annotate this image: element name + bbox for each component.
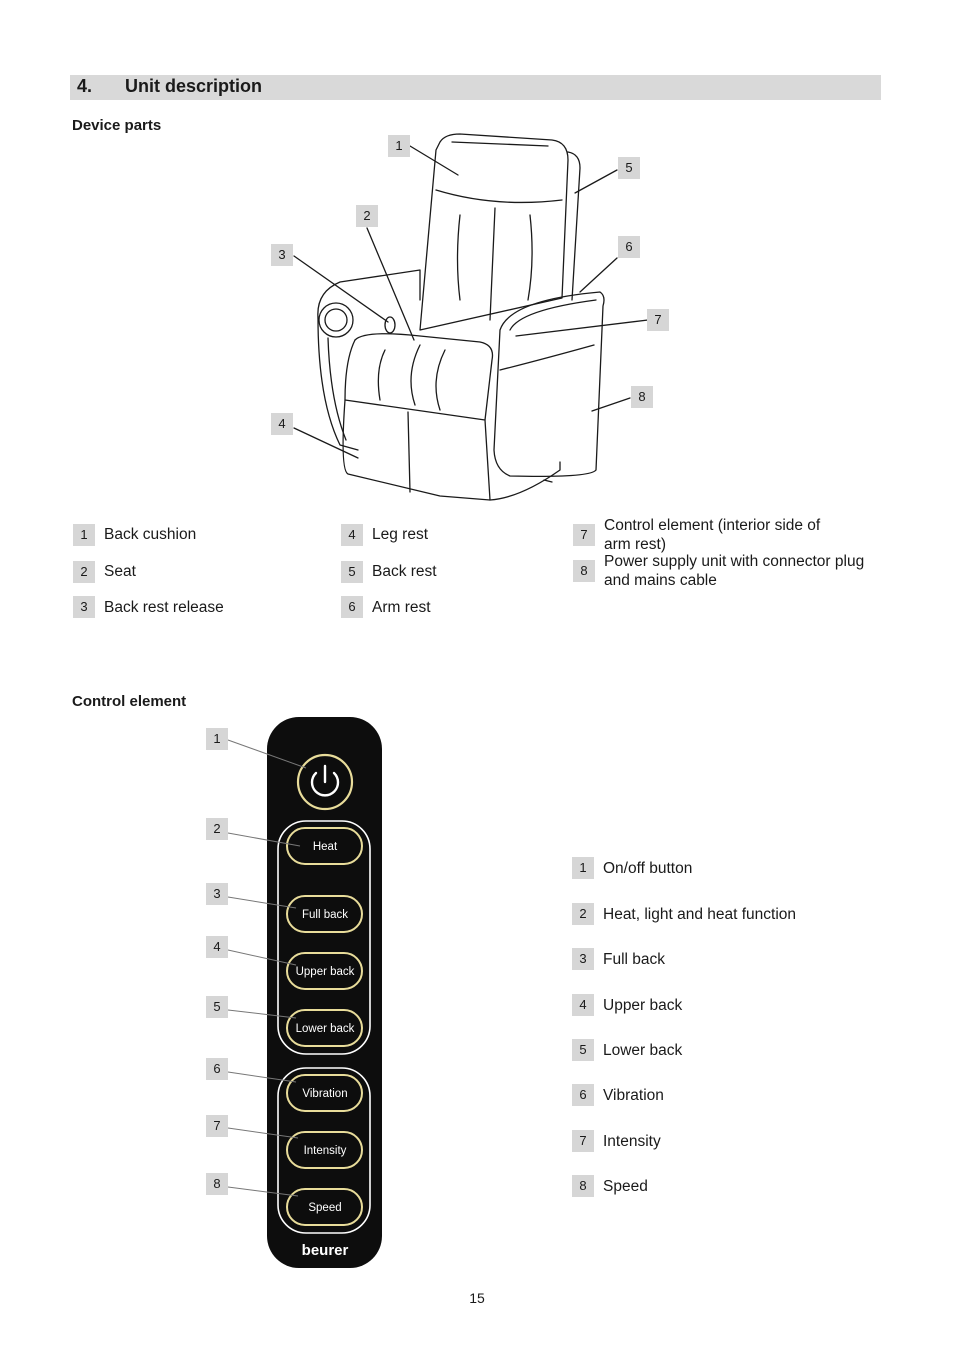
legend-label: Heat, light and heat function (603, 906, 797, 923)
legend-label: Seat (104, 563, 136, 580)
legend-number: 6 (341, 596, 363, 618)
remote-callout-4: 4 (206, 936, 228, 958)
remote-callout-5: 5 (206, 996, 228, 1018)
lower-back-button-label: Lower back (295, 1023, 355, 1035)
legend-number: 2 (572, 903, 594, 925)
legend-label: Lower back (603, 1042, 683, 1059)
legend-label: Leg rest (372, 526, 429, 543)
legend-label: Full back (603, 951, 666, 968)
control-element-heading: Control element (72, 693, 187, 710)
chair-callout-8: 8 (631, 386, 653, 408)
legend-label: Power supply unit with connector plug and mains cable (604, 553, 865, 589)
chair-callout-5: 5 (618, 157, 640, 179)
remote-callout-6: 6 (206, 1058, 228, 1080)
full-back-button-label: Full back (301, 909, 349, 921)
chair-callout-3: 3 (271, 244, 293, 266)
legend-label: Back rest release (104, 599, 224, 616)
brand-logo: beurer (301, 1242, 349, 1259)
legend-number: 3 (572, 948, 594, 970)
legend-number: 7 (572, 1130, 594, 1152)
legend-label: On/off button (603, 860, 693, 877)
legend-number: 1 (572, 857, 594, 879)
chair-callout-1: 1 (388, 135, 410, 157)
remote-callout-7: 7 (206, 1115, 228, 1137)
speed-button-label: Speed (308, 1202, 342, 1214)
legend-label: Control element (interior side of arm rest) (604, 517, 821, 553)
legend-number: 4 (341, 524, 363, 546)
legend-number: 6 (572, 1084, 594, 1106)
legend-number: 2 (73, 561, 95, 583)
remote-callout-2: 2 (206, 818, 228, 840)
remote-callout-3: 3 (206, 883, 228, 905)
section-number: 4. (77, 76, 93, 96)
legend-number: 5 (341, 561, 363, 583)
legend-number: 3 (73, 596, 95, 618)
legend-number: 4 (572, 994, 594, 1016)
legend-number: 7 (573, 524, 595, 546)
heat-button-label: Heat (312, 841, 338, 853)
legend-label: Intensity (603, 1133, 661, 1150)
legend-label: Upper back (603, 997, 683, 1014)
legend-label: Speed (603, 1178, 648, 1195)
chair-callout-2: 2 (356, 205, 378, 227)
remote-control-illustration (0, 700, 954, 1280)
legend-number: 1 (73, 524, 95, 546)
chair-callout-7: 7 (647, 309, 669, 331)
chair-callout-6: 6 (618, 236, 640, 258)
legend-label: Back rest (372, 563, 437, 580)
upper-back-button-label: Upper back (295, 966, 355, 978)
legend-number: 8 (572, 1175, 594, 1197)
legend-label: Arm rest (372, 599, 431, 616)
chair-callout-4: 4 (271, 413, 293, 435)
device-parts-heading: Device parts (72, 117, 162, 134)
vibration-button-label: Vibration (302, 1088, 348, 1100)
legend-number: 8 (573, 560, 595, 582)
legend-label: Back cushion (104, 526, 197, 543)
section-title: Unit description (125, 76, 263, 96)
page-number: 15 (469, 1290, 485, 1306)
intensity-button-label: Intensity (303, 1145, 347, 1157)
legend-number: 5 (572, 1039, 594, 1061)
remote-callout-8: 8 (206, 1173, 228, 1195)
chair-illustration (0, 0, 954, 520)
legend-label: Vibration (603, 1087, 664, 1104)
remote-callout-1: 1 (206, 728, 228, 750)
